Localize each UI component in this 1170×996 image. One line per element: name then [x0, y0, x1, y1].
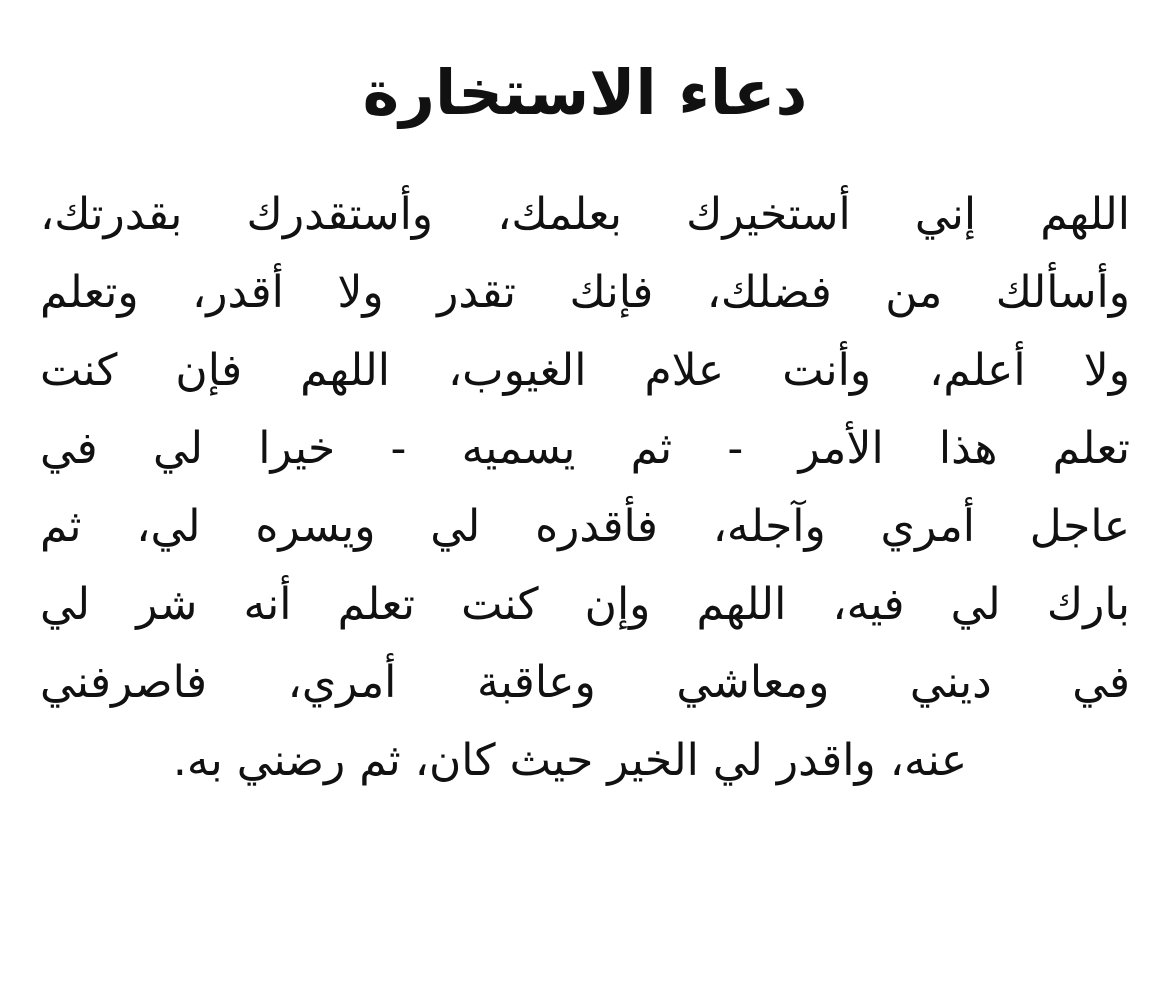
text-line-3: ولا أعلم، وأنت علام الغيوب، اللهم فإن كنت: [40, 345, 1130, 396]
text-line-7: في ديني ومعاشي وعاقبة أمري، فاصرفني: [40, 657, 1130, 708]
text-line-4: تعلم هذا الأمر - ثم يسميه - خيرا لي في: [40, 423, 1130, 474]
text-line-2: وأسألك من فضلك، فإنك تقدر ولا أقدر، وتعلم: [40, 267, 1130, 318]
text-line-6: بارك لي فيه، اللهم وإن كنت تعلم أنه شر لي: [40, 579, 1130, 630]
prayer-text: [40, 176, 1130, 800]
text-line-8: عنه، واقدر لي الخير حيث كان، ثم رضني به.: [172, 735, 968, 786]
text-line-5: عاجل أمري وآجله، فأقدره لي ويسره لي، ثم: [40, 501, 1130, 552]
page-title: دعاء الاستخارة: [362, 56, 808, 129]
text-line-1: اللهم إني أستخيرك بعلمك، وأستقدرك بقدرتك،: [40, 189, 1130, 240]
